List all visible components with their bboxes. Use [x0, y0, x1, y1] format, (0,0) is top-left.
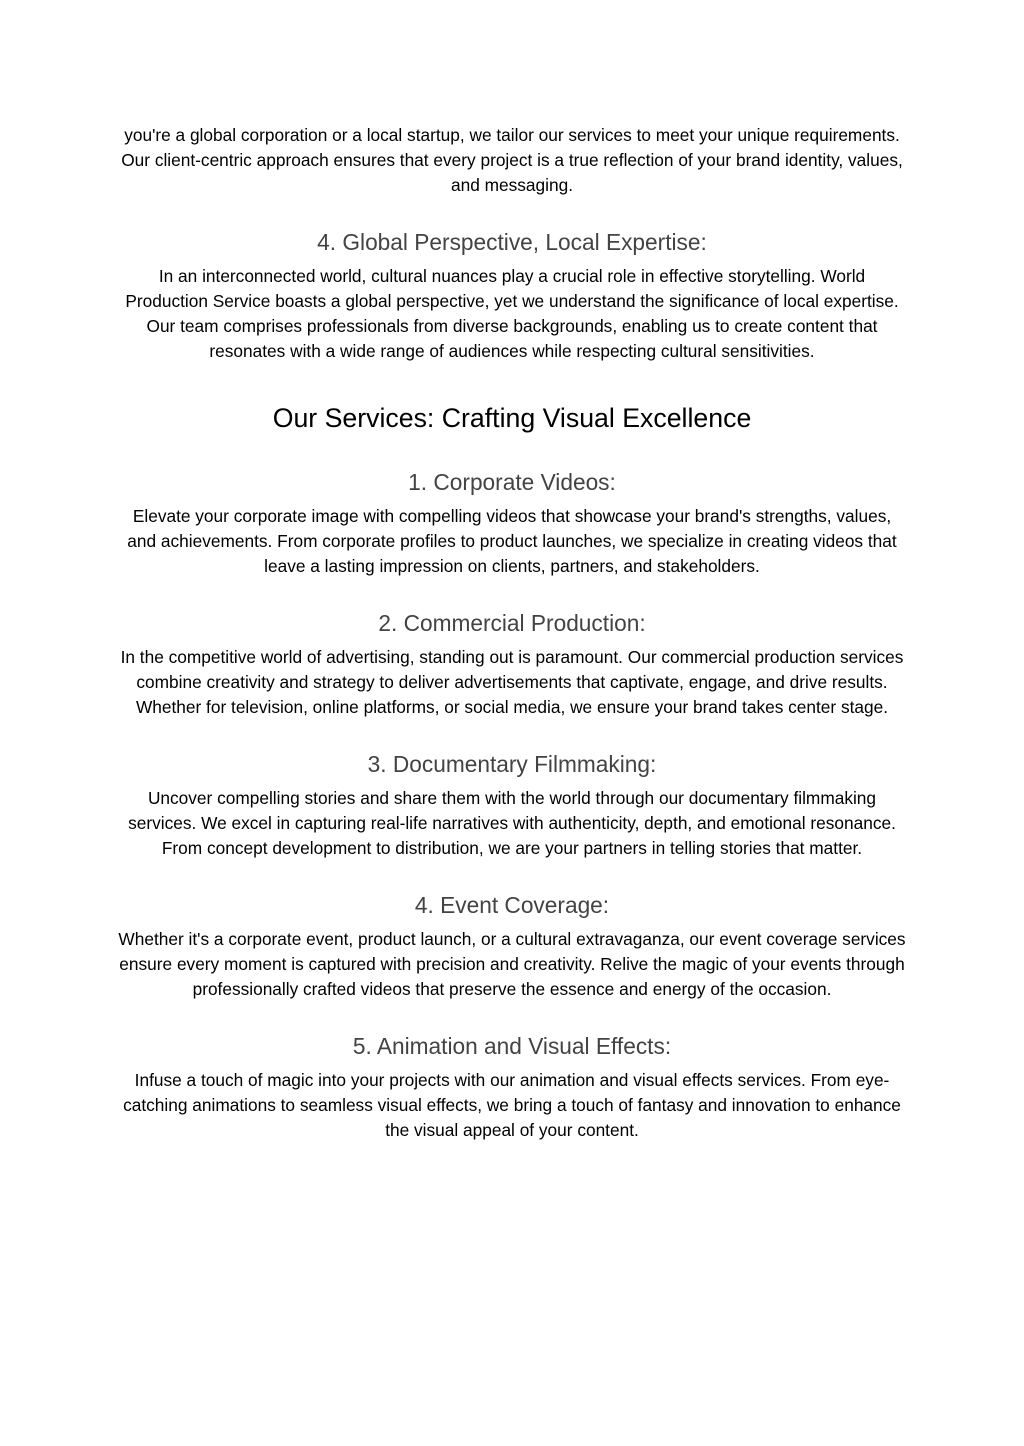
service-heading: 3. Documentary Filmmaking:	[367, 751, 657, 777]
global-perspective-section	[117, 228, 907, 364]
intro-paragraph: you're a global corporation or a local startup, we tailor our services to meet your unique requirements. Our client-centric approach ensures that every project is a true reflection of your brand identity, values, and messaging.	[121, 125, 903, 195]
global-perspective-heading: 4. Global Perspective, Local Expertise:	[317, 229, 707, 255]
service-body: In the competitive world of advertising, standing out is paramount. Our commercial production services combine creativity and strategy to deliver advertisements that captivate, engage, and drive results. Whether for television, online platforms, or social media, we ensure your brand takes center stage.	[120, 647, 904, 717]
global-perspective-body: In an interconnected world, cultural nuances play a crucial role in effective storytelling. World Production Service boasts a global perspective, yet we understand the significance of local expertise. Our team comprises professionals from diverse backgrounds, enabling us to create content that resonates with a wide range of audiences while respecting cultural sensitivities.	[125, 266, 899, 361]
service-corporate-videos	[117, 468, 907, 579]
service-animation-vfx	[117, 1032, 907, 1143]
service-heading: 2. Commercial Production:	[378, 610, 646, 636]
service-body: Elevate your corporate image with compelling videos that showcase your brand's strengths, values, and achievements. From corporate profiles to product launches, we specialize in creating videos that leave a lasting impression on clients, partners, and stakeholders.	[127, 506, 897, 576]
service-event-coverage	[117, 891, 907, 1002]
service-documentary-filmmaking	[117, 750, 907, 861]
service-heading: 5. Animation and Visual Effects:	[352, 1033, 672, 1059]
service-body: Infuse a touch of magic into your projects with our animation and visual effects services. From eye-catching animations to seamless visual effects, we bring a touch of fantasy and innovation to enhance the visual appeal of your content.	[123, 1070, 901, 1140]
service-heading: 4. Event Coverage:	[414, 892, 610, 918]
service-body: Whether it's a corporate event, product launch, or a cultural extravaganza, our event coverage services ensure every moment is captured with precision and creativity. Relive the magic of your events through professionally crafted videos that preserve the essence and energy of the occasion.	[118, 929, 906, 999]
services-heading: Our Services: Crafting Visual Excellence	[272, 403, 752, 433]
service-heading: 1. Corporate Videos:	[408, 469, 616, 495]
service-commercial-production	[117, 609, 907, 720]
services-section	[117, 402, 907, 434]
intro-block	[117, 123, 907, 198]
service-body: Uncover compelling stories and share them with the world through our documentary filmmaking services. We excel in capturing real-life narratives with authenticity, depth, and emotional resonance. From concept development to distribution, we are your partners in telling stories that matter.	[128, 788, 896, 858]
